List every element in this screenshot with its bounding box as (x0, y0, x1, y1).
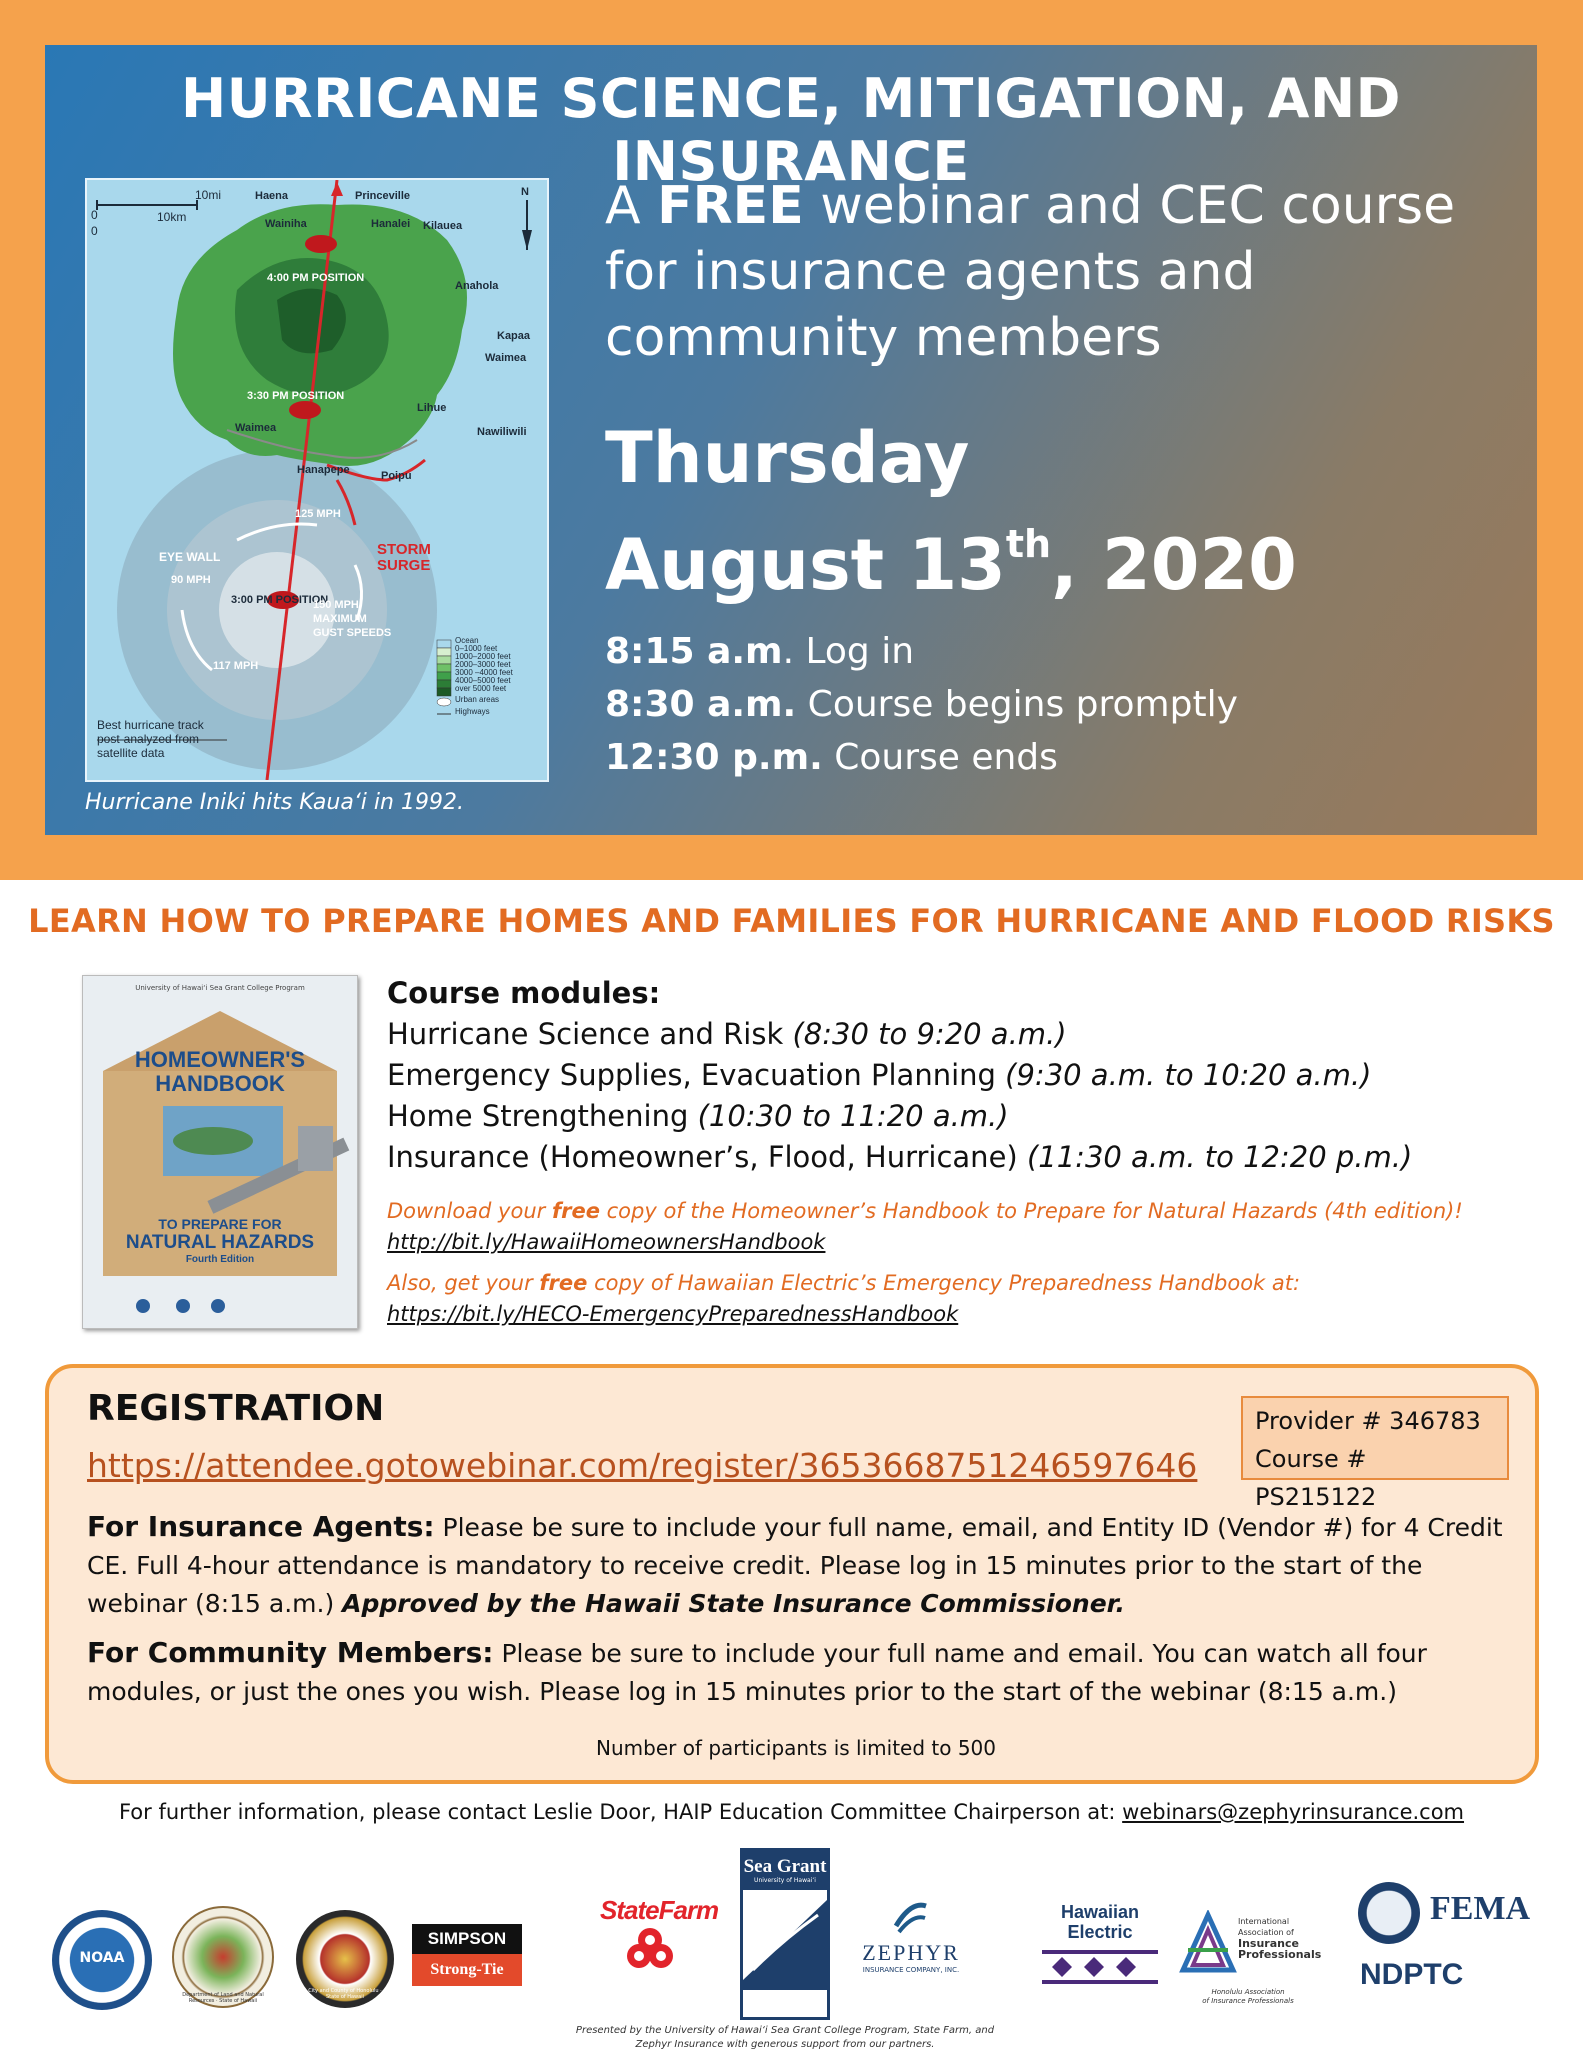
iaip-text (1238, 1916, 1321, 1960)
iaip-text-1: International (1238, 1917, 1290, 1926)
map-label-hanapepe: Hanapepe (297, 464, 350, 476)
module-time: (11:30 a.m. to 12:20 p.m.) (1026, 1140, 1413, 1174)
agents-label: For Insurance Agents: (87, 1510, 435, 1543)
module-time: (8:30 to 9:20 a.m.) (792, 1017, 1067, 1051)
sea-grant-university: University of Hawai‘i (743, 1877, 827, 1890)
event-day: Thursday (605, 417, 970, 499)
book-title-1: HOMEOWNER'S (134, 1047, 306, 1072)
contact-info (0, 1800, 1583, 1824)
agents-text: Please be sure to include your full name, email, and Entity ID (Vendor #) for 4 Credit CE. Full 4-hour attendance is mandatory to receive credit. Please log in 15 minutes prior to the start of the webinar (8:15 a.m.) (87, 1513, 1503, 1618)
legend-4000-5000: 4000–5000 feet (455, 676, 511, 685)
subtitle-line-1 (605, 173, 1505, 239)
zephyr-subtext: INSURANCE COMPANY, INC. (862, 1966, 960, 1974)
map-scale-10mi: 10mi (195, 188, 222, 202)
map-label-gust: 150 MPH MAXIMUM GUST SPEEDS (313, 599, 392, 639)
subtitle-line-2: for insurance agents and (605, 242, 1256, 302)
module-time: (10:30 to 11:20 a.m.) (697, 1099, 1009, 1133)
download-free: free (539, 1271, 588, 1295)
text-ends: Course ends (822, 737, 1058, 778)
heco-handbook-link[interactable]: https://bit.ly/HECO-EmergencyPreparednessHandbook (387, 1302, 959, 1326)
sea-grant-wave-icon (743, 1890, 827, 1990)
contact-text: For further information, please contact Leslie Door, HAIP Education Committee Chairperson at: (118, 1800, 1123, 1824)
time-begins: 8:30 a.m. (605, 684, 797, 725)
download-text: copy of the Homeowner’s Handbook to Prepare for Natural Hazards (4th edition)! (599, 1199, 1463, 1223)
map-label-lihue: Lihue (417, 402, 447, 414)
dlnr-logo (172, 1906, 274, 2008)
date-main: August 13 (605, 524, 1006, 606)
sea-grant-logo (740, 1848, 830, 2020)
module-item (387, 1014, 1537, 1055)
zephyr-logo (846, 1896, 976, 1986)
community-text: Please be sure to include your full name and email. You can watch all four modules, or just the ones you wish. Please log in 15 minutes prior to the start of the webinar (8:15 a.m.) (87, 1639, 1427, 1706)
download-text: Also, get your (387, 1271, 540, 1295)
subtitle-pre: A (605, 176, 658, 236)
map-label-3pm: 3:00 PM POSITION (231, 594, 329, 606)
map-label-waimea-west: Waimea (235, 422, 277, 434)
state-farm-text: StateFarm (600, 1895, 719, 1925)
map-label-eye-wall: EYE WALL (159, 550, 221, 564)
zephyr-text: ZEPHYR (862, 1940, 960, 1965)
map-scale-10km: 10km (157, 210, 187, 224)
handbook-cover-graphic (83, 976, 357, 1328)
map-label-waimea-east: Waimea (485, 352, 527, 364)
heco-text-2: Electric (1067, 1922, 1133, 1942)
module-name: Emergency Supplies, Evacuation Planning (387, 1058, 996, 1092)
event-date-line (605, 501, 1297, 608)
noaa-text: NOAA (79, 1950, 125, 1966)
modules-heading: Course modules: (387, 976, 661, 1010)
legend-over-5000: over 5000 feet (455, 684, 507, 693)
download-free: free (551, 1199, 600, 1223)
course-number: Course # PS215122 (1255, 1445, 1377, 1511)
text-begins: Course begins promptly (796, 684, 1238, 725)
book-publisher: University of Hawai‘i Sea Grant College Program (135, 984, 305, 992)
map-label-125mph: 125 MPH (295, 508, 341, 520)
sea-grant-text: Sea Grant (743, 1851, 827, 1877)
registration-link[interactable]: https://attendee.gotowebinar.com/register/3653668751246597646 (87, 1446, 1198, 1485)
iaip-text-4: Professionals (1238, 1948, 1322, 1961)
map-label-storm-surge: STORM SURGE (377, 541, 431, 574)
heco-text-1: Hawaiian (1060, 1902, 1140, 1922)
schedule-ends (605, 731, 1238, 784)
iaip-text-3: Insurance (1238, 1937, 1299, 1950)
download-text: copy of Hawaiian Electric’s Emergency Preparedness Handbook at: (587, 1271, 1301, 1295)
hurricane-map (85, 178, 549, 782)
ndptc-logo: NDPTC (1360, 1958, 1464, 1991)
book-title-4: NATURAL HAZARDS (125, 1232, 315, 1253)
text-login: . Log in (782, 631, 915, 672)
iaip-text-5: Honolulu Association (1211, 1988, 1285, 1996)
provider-course-box (1241, 1396, 1509, 1511)
module-item (387, 1096, 1537, 1137)
legend-highways: Highways (455, 707, 490, 716)
book-title-2: HANDBOOK (155, 1071, 285, 1096)
download-heco-handbook (387, 1268, 1537, 1330)
map-label-90mph: 90 MPH (171, 574, 211, 586)
legend-2000-3000: 2000–3000 feet (455, 660, 511, 669)
time-ends: 12:30 p.m. (605, 737, 823, 778)
iaip-triangle-icon (1178, 1910, 1238, 1980)
iaip-text-2: Association of (1238, 1928, 1294, 1937)
strong-tie-text: Strong-Tie (412, 1954, 522, 1986)
map-track-note: Best hurricane track post-analyzed from satellite data (97, 718, 204, 760)
heco-text (1042, 1902, 1158, 1942)
provider-number: Provider # 346783 (1255, 1407, 1481, 1435)
date-year: , 2020 (1051, 524, 1297, 606)
state-farm-logo (600, 1895, 730, 1975)
simpson-strong-tie-logo (412, 1924, 522, 1990)
webinar-description (605, 173, 1505, 371)
legend-ocean: Ocean (455, 636, 479, 645)
map-north-label: N (521, 186, 529, 198)
honolulu-seal-logo (296, 1910, 394, 2008)
legend-3000-4000: 3000 –4000 feet (455, 668, 513, 677)
date-suffix: th (1005, 522, 1052, 566)
book-title-3: TO PREPARE FOR (158, 1216, 282, 1232)
module-name: Hurricane Science and Risk (387, 1017, 784, 1051)
download-homeowners-handbook (387, 1196, 1537, 1258)
book-title (83, 1048, 357, 1096)
map-label-117mph: 117 MPH (213, 660, 259, 672)
time-login: 8:15 a.m (605, 631, 783, 672)
schedule-login (605, 625, 1238, 678)
legend-urban: Urban areas (455, 695, 500, 704)
module-item (387, 1055, 1537, 1096)
noaa-logo (52, 1910, 152, 2010)
registration-box (45, 1364, 1539, 1784)
map-label-wainiha: Wainiha (265, 218, 307, 230)
subtitle-post: webinar and CEC course (803, 176, 1456, 236)
book-subtitle (83, 1216, 357, 1265)
hero-panel (45, 45, 1537, 835)
map-label-anahola: Anahola (455, 280, 499, 292)
map-scale-zero-a: 0 (91, 208, 98, 222)
subtitle-line-3: community members (605, 308, 1162, 368)
map-label-kilauea: Kilauea (423, 220, 463, 232)
map-label-kapaa: Kapaa (497, 330, 531, 342)
page-title: HURRICANE SCIENCE, MITIGATION, AND INSURANCE (181, 67, 1401, 193)
map-scale-zero-b: 0 (91, 224, 98, 238)
community-label: For Community Members: (87, 1636, 494, 1669)
approval-note: Approved by the Hawaii State Insurance Commissioner. (342, 1589, 1125, 1618)
zephyr-swirl-icon (891, 1896, 931, 1936)
map-label-princeville: Princeville (355, 190, 411, 202)
insurance-agents-info (87, 1508, 1507, 1623)
community-members-info (87, 1634, 1507, 1711)
course-modules (387, 973, 1537, 1178)
module-name: Home Strengthening (387, 1099, 689, 1133)
map-legend (455, 637, 513, 716)
module-name: Insurance (Homeowner’s, Flood, Hurricane) (387, 1140, 1018, 1174)
presented-by-note: Presented by the University of Hawai‘i Sea Grant College Program, State Farm, and Zephyr Insurance with generous support from our partners. (575, 2025, 995, 2050)
iaip-logo (1178, 1910, 1322, 2010)
heco-pattern-icon (1042, 1942, 1158, 1992)
map-label-hanalei: Hanalei (371, 218, 411, 230)
schedule-begins (605, 678, 1238, 731)
event-date (605, 415, 1297, 608)
map-caption: Hurricane Iniki hits Kaua‘i in 1992. (85, 790, 464, 815)
module-time: (9:30 a.m. to 10:20 a.m.) (1005, 1058, 1372, 1092)
hawaiian-electric-logo (1042, 1902, 1158, 2002)
handbook-cover-image (82, 975, 358, 1329)
map-label-haena: Haena (255, 190, 289, 202)
learn-heading: LEARN HOW TO PREPARE HOMES AND FAMILIES FOR HURRICANE AND FLOOD RISKS (28, 902, 1555, 940)
state-farm-ovals-icon (625, 1926, 705, 1970)
module-item (387, 1137, 1537, 1178)
dhs-seal-icon (1358, 1882, 1420, 1944)
map-label-poipu: Poipu (381, 470, 412, 482)
schedule (605, 625, 1238, 784)
map-label-4pm: 4:00 PM POSITION (267, 272, 365, 284)
legend-0-1000: 0–1000 feet (455, 644, 498, 653)
fema-logo: FEMA (1430, 1890, 1531, 1927)
map-label-nawiliwili: Nawiliwili (477, 426, 527, 438)
honolulu-text: City and County of Honolulu · State of Hawaii (308, 1988, 382, 2000)
simpson-text: SIMPSON (412, 1924, 522, 1954)
dlnr-text: Department of Land and Natural Resources · State of Hawaii (182, 1992, 264, 2004)
book-edition: Fourth Edition (185, 1254, 255, 1265)
participant-limit: Number of participants is limited to 500 (596, 1736, 996, 1760)
registration-title: REGISTRATION (87, 1388, 385, 1429)
homeowners-handbook-link[interactable]: http://bit.ly/HawaiiHomeownersHandbook (387, 1230, 826, 1254)
legend-1000-2000: 1000–2000 feet (455, 652, 511, 661)
subtitle-free: FREE (657, 176, 804, 236)
download-text: Download your (387, 1199, 552, 1223)
contact-email-link[interactable]: webinars@zephyrinsurance.com (1122, 1800, 1465, 1824)
iaip-honolulu (1188, 1988, 1308, 2006)
map-label-330pm: 3:30 PM POSITION (247, 390, 345, 402)
iaip-text-6: of Insurance Professionals (1202, 1997, 1294, 2005)
